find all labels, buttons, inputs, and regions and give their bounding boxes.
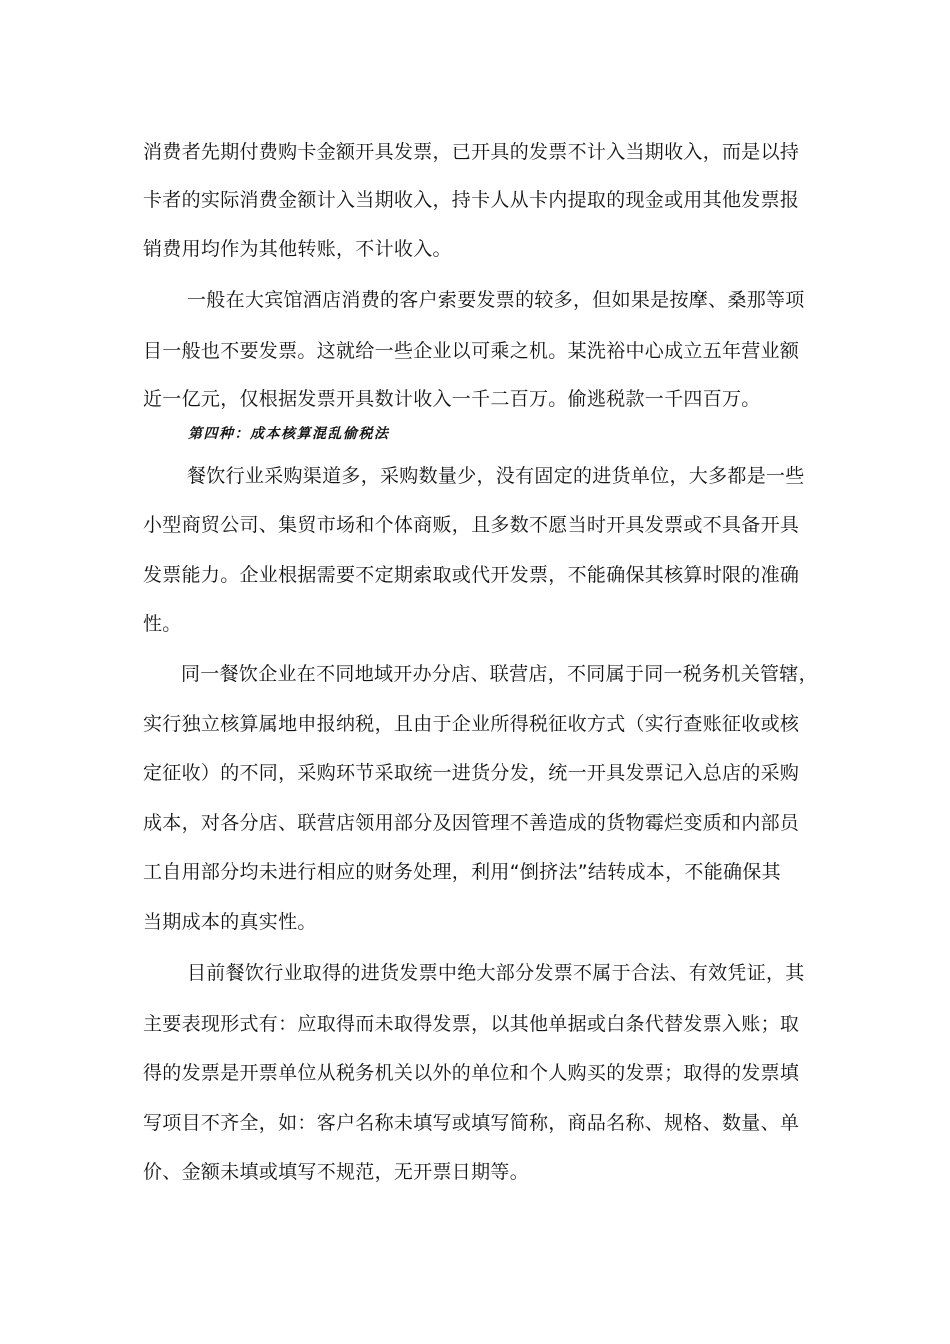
para3-line-1: 餐饮行业采购渠道多，采购数量少，没有固定的进货单位，大多都是一些: [187, 465, 805, 487]
para2-line-1: 一般在大宾馆酒店消费的客户索要发票的较多，但如果是按摩、桑那等项: [187, 289, 805, 311]
para1-line-2: 卡者的实际消费金额计入当期收入，持卡人从卡内提取的现金或用其他发票报: [143, 189, 800, 211]
para2-line-3: 近一亿元，仅根据发票开具数计收入一千二百万。偷逃税款一千四百万。: [143, 388, 761, 410]
para4-line-6: 当期成本的真实性。: [143, 911, 317, 933]
para3-line-4: 性。: [143, 613, 182, 635]
para2-line-2: 目一般也不要发票。这就给一些企业以可乘之机。某洗裕中心成立五年营业额: [143, 340, 800, 362]
para3-line-2: 小型商贸公司、集贸市场和个体商贩，且多数不愿当时开具发票或不具备开具: [143, 514, 800, 536]
para4-line-3: 定征收）的不同，采购环节采取统一进货分发，统一开具发票记入总店的采购: [143, 762, 800, 784]
para4-line-5: 工自用部分均未进行相应的财务处理，利用“倒挤法”结转成本，不能确保其: [143, 861, 781, 883]
para5-line-4: 写项目不齐全，如：客户名称未填写或填写简称，商品名称、规格、数量、单: [143, 1112, 800, 1134]
para5-line-5: 价、金额未填或填写不规范，无开票日期等。: [143, 1161, 530, 1183]
para5-line-3: 得的发票是开票单位从税务机关以外的单位和个人购买的发票；取得的发票填: [143, 1062, 800, 1084]
section-heading: 第四种：成本核算混乱偷税法: [188, 426, 390, 442]
para5-line-2: 主要表现形式有：应取得而未取得发票，以其他单据或白条代替发票入账；取: [143, 1013, 800, 1035]
para1-line-3: 销费用均作为其他转账，不计收入。: [143, 238, 452, 260]
para4-line-4: 成本，对各分店、联营店领用部分及因管理不善造成的货物霉烂变质和内部员: [143, 812, 800, 834]
para4-line-1: 同一餐饮企业在不同地域开办分店、联营店，不同属于同一税务机关管辖，: [181, 663, 818, 685]
para4-line-2: 实行独立核算属地申报纳税，且由于企业所得税征收方式（实行查账征收或核: [143, 713, 800, 735]
para5-line-1: 目前餐饮行业取得的进货发票中绝大部分发票不属于合法、有效凭证，其: [187, 962, 805, 984]
para1-line-1: 消费者先期付费购卡金额开具发票，已开具的发票不计入当期收入，而是以持: [143, 141, 800, 163]
para3-line-3: 发票能力。企业根据需要不定期索取或代开发票，不能确保其核算时限的准确: [143, 564, 800, 586]
